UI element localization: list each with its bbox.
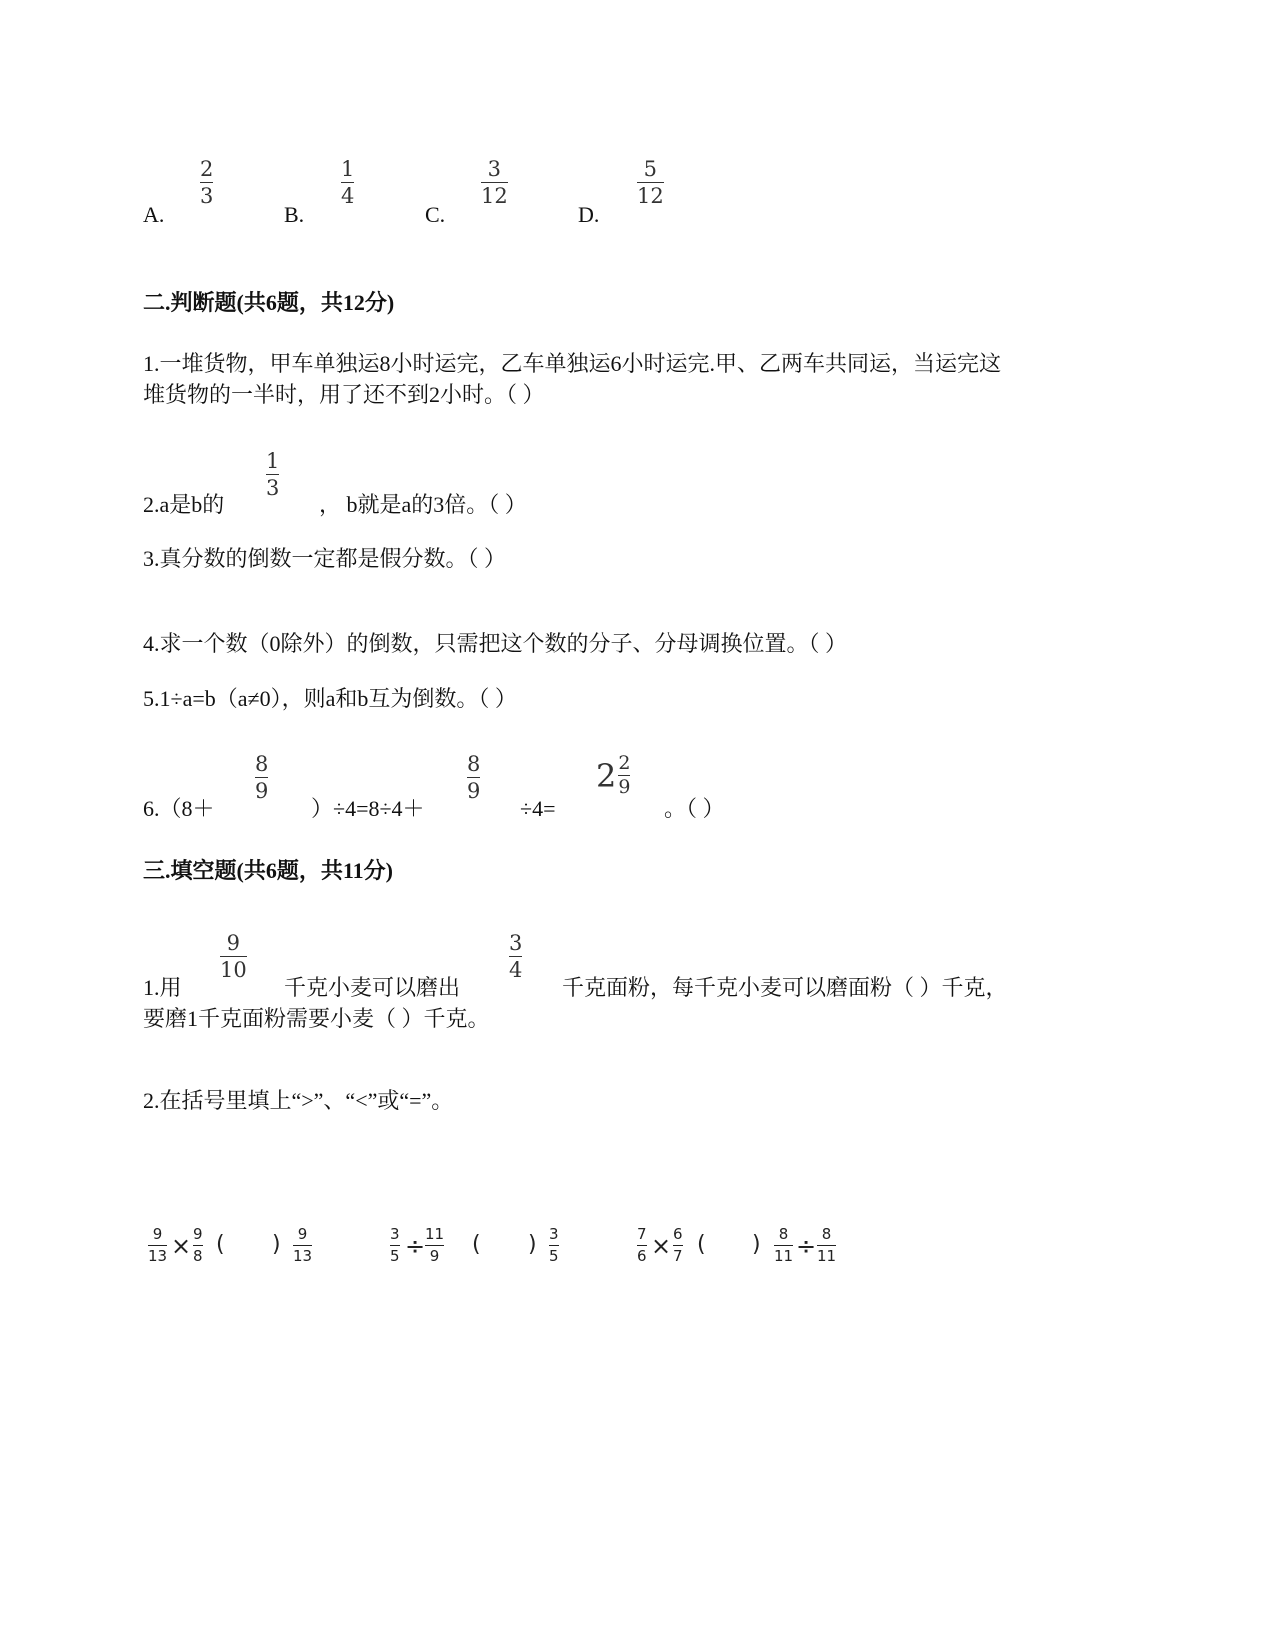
question-2-6-text-a: 6.（8＋ [143, 796, 215, 821]
question-2-1-line1: 1.一堆货物，甲车单独运8小时运完，乙车单独运6小时运完.甲、乙两车共同运，当运完这 [143, 351, 1002, 376]
numerator: 3 [549, 1225, 559, 1243]
fraction-part [618, 754, 630, 797]
denominator: 13 [293, 1247, 313, 1265]
compare-1-fraction-b [193, 1226, 203, 1265]
compare-3-fraction-b [673, 1226, 683, 1265]
numerator: 6 [673, 1225, 683, 1243]
question-3-1-fraction-1 [220, 932, 247, 981]
denominator: 5 [390, 1247, 400, 1265]
compare-1-blank-close: ) [272, 1232, 281, 1257]
compare-3-fraction-s [817, 1226, 836, 1265]
question-2-2-text-a: 2.a是b的 [143, 492, 225, 517]
numerator: 8 [467, 752, 481, 776]
numerator: 9 [152, 1225, 163, 1243]
compare-2-fraction-a [390, 1226, 400, 1265]
denominator: 8 [193, 1247, 203, 1265]
numerator: 11 [425, 1225, 445, 1243]
compare-1-fraction-right [293, 1226, 312, 1265]
denominator: 12 [481, 184, 508, 208]
compare-3-operator: × [651, 1232, 672, 1260]
numerator: 1 [341, 157, 355, 181]
question-2-6-text-c: ÷4= [520, 796, 556, 821]
denominator: 10 [220, 958, 247, 982]
option-c-fraction [481, 158, 508, 207]
question-3-1-line2: 要磨1千克面粉需要小麦（ ）千克。 [143, 1006, 490, 1031]
question-3-1-text-a: 1.用 [143, 975, 182, 1000]
question-2-6-fraction-2 [467, 753, 480, 802]
numerator: 9 [193, 1225, 203, 1243]
option-d-fraction [637, 158, 664, 207]
compare-3-fraction-right [774, 1226, 793, 1265]
numerator: 3 [509, 931, 523, 955]
denominator: 5 [549, 1247, 559, 1265]
numerator: 7 [637, 1225, 647, 1243]
option-a-fraction [200, 158, 213, 207]
question-2-6-fraction-1 [255, 753, 268, 802]
compare-3-operator-2: ÷ [796, 1232, 817, 1260]
denominator: 11 [774, 1247, 794, 1265]
option-d-label: D. [578, 202, 600, 227]
question-2-3: 3.真分数的倒数一定都是假分数。（ ） [143, 546, 507, 571]
question-2-2-fraction [266, 450, 279, 499]
question-3-2: 2.在括号里填上“>”、“<”或“=”。 [143, 1088, 454, 1113]
numerator: 2 [200, 157, 214, 181]
question-2-1-line2: 堆货物的一半时，用了还不到2小时。（ ） [143, 382, 545, 407]
numerator: 5 [643, 157, 658, 181]
compare-1-operator: × [171, 1232, 192, 1260]
compare-3-fraction-a [637, 1226, 647, 1265]
numerator: 3 [487, 157, 502, 181]
question-3-1-fraction-2 [509, 932, 522, 981]
question-2-6-text-b: ）÷4=8÷4＋ [311, 796, 425, 821]
compare-2-blank-open: ( [472, 1232, 481, 1257]
compare-2-operator: ÷ [405, 1232, 426, 1260]
compare-2-fraction-b [425, 1226, 444, 1265]
question-2-2-text-b: ， b就是a的3倍。（ ） [319, 492, 527, 517]
section-heading-fill-blank: 三.填空题(共6题，共11分) [143, 858, 393, 883]
compare-3-blank-close: ) [752, 1232, 761, 1257]
option-a-label: A. [143, 202, 165, 227]
denominator: 3 [266, 476, 280, 500]
denominator: 9 [618, 776, 631, 798]
denominator: 3 [200, 184, 214, 208]
numerator: 8 [821, 1225, 832, 1243]
compare-2-blank-close: ) [528, 1232, 537, 1257]
question-3-1-text-b: 千克小麦可以磨出 [284, 975, 461, 1000]
option-b-fraction [341, 158, 354, 207]
compare-3-blank-open: ( [697, 1232, 706, 1257]
option-b-label: B. [284, 202, 305, 227]
numerator: 9 [297, 1225, 308, 1243]
denominator: 4 [341, 184, 355, 208]
numerator: 9 [226, 931, 241, 955]
option-c-label: C. [425, 202, 446, 227]
numerator: 8 [778, 1225, 789, 1243]
denominator: 6 [637, 1247, 647, 1265]
section-heading-judgement: 二.判断题(共6题，共12分) [143, 290, 395, 315]
numerator: 2 [618, 752, 631, 774]
question-2-6-mixed-number [596, 754, 630, 797]
question-2-6-text-d: 。（ ） [664, 796, 725, 821]
denominator: 12 [637, 184, 664, 208]
numerator: 3 [390, 1225, 400, 1243]
whole-part: 2 [596, 756, 617, 795]
denominator: 13 [148, 1247, 168, 1265]
denominator: 9 [467, 779, 481, 803]
numerator: 1 [266, 449, 280, 473]
denominator: 9 [255, 779, 269, 803]
denominator: 7 [673, 1247, 683, 1265]
compare-1-blank-open: ( [216, 1232, 225, 1257]
numerator: 8 [255, 752, 269, 776]
denominator: 9 [429, 1247, 440, 1265]
denominator: 11 [817, 1247, 837, 1265]
compare-2-fraction-right [549, 1226, 559, 1265]
compare-1-fraction-a [148, 1226, 167, 1265]
denominator: 4 [509, 958, 523, 982]
question-2-5: 5.1÷a=b（a≠0），则a和b互为倒数。（ ） [143, 686, 517, 711]
question-2-4: 4.求一个数（0除外）的倒数，只需把这个数的分子、分母调换位置。（ ） [143, 631, 848, 656]
question-3-1-text-c: 千克面粉，每千克小麦可以磨面粉（ ）千克， [562, 975, 1008, 1000]
